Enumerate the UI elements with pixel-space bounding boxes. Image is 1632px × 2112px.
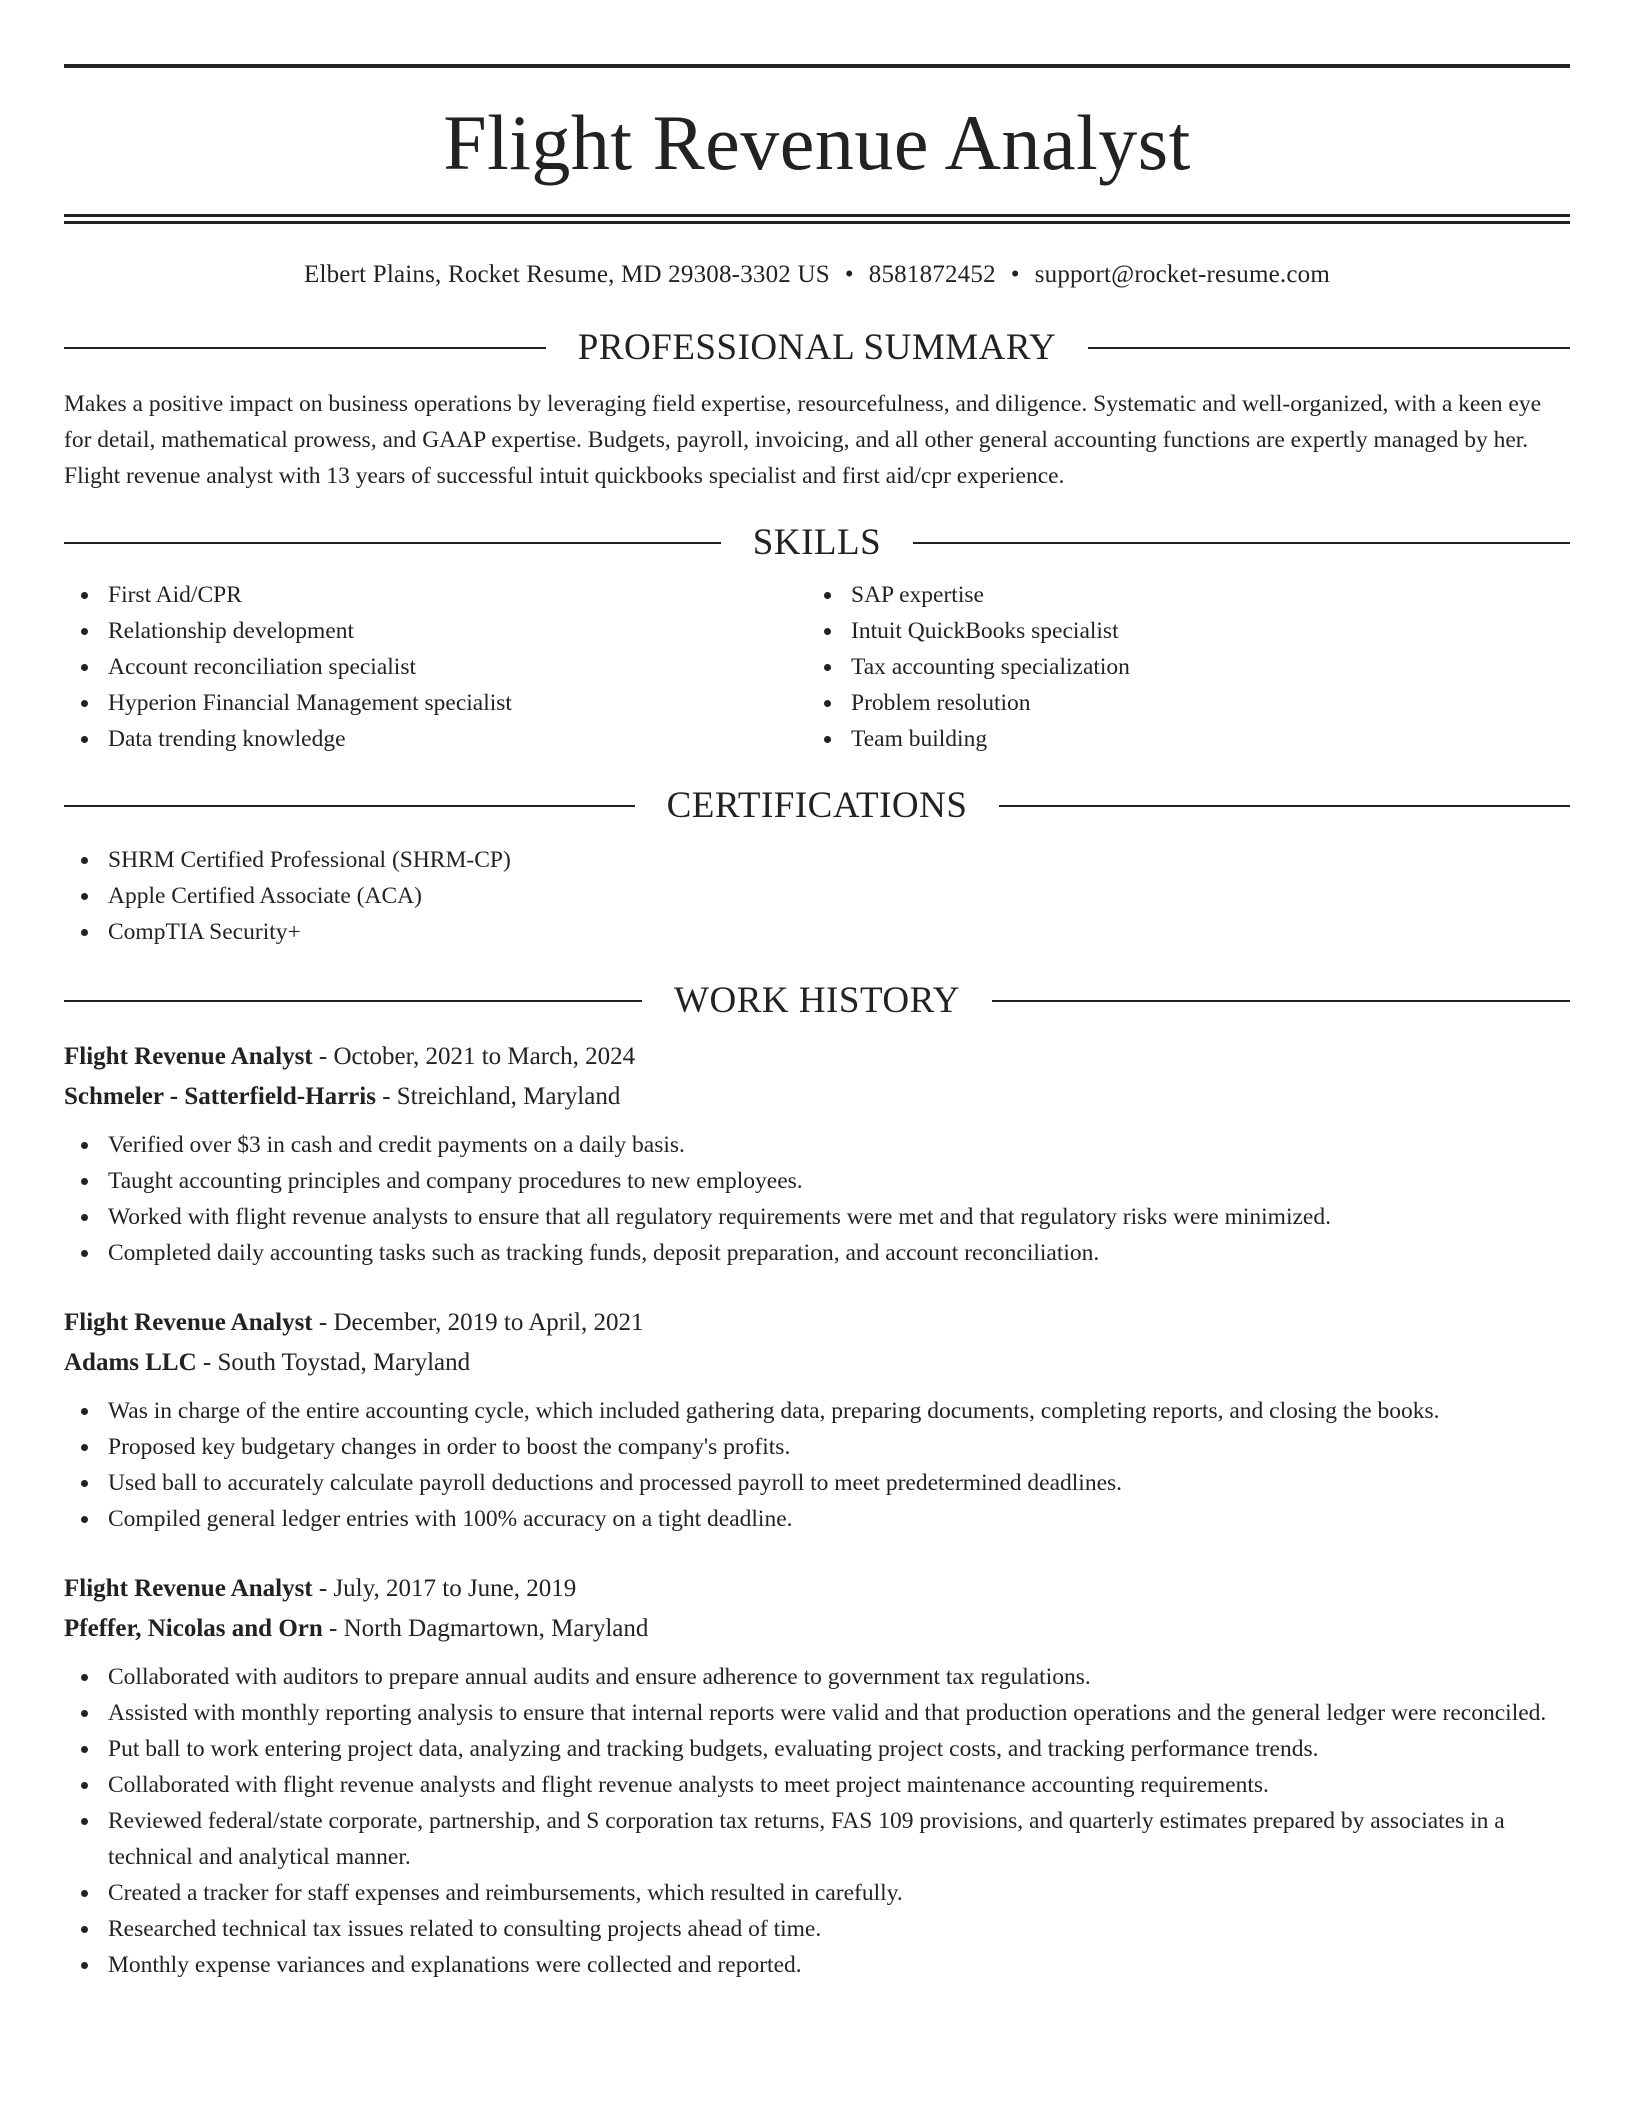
heading-rule	[64, 805, 635, 807]
job-dates: - October, 2021 to March, 2024	[312, 1043, 636, 1070]
heading-rule	[1088, 347, 1570, 349]
work-history-heading	[64, 982, 1570, 1019]
job-title: Flight Revenue Analyst	[64, 1575, 313, 1602]
contact-email: support@rocket-resume.com	[1034, 261, 1331, 288]
certification-item: CompTIA Security+	[64, 914, 1570, 950]
job-company-line	[64, 1343, 1570, 1383]
contact-phone: 8581872452	[868, 261, 996, 288]
job-bullets	[64, 1393, 1570, 1537]
heading-rule	[992, 1000, 1570, 1002]
job-bullet: Assisted with monthly reporting analysis to ensure that internal reports were valid and that production operations and the general ledger were reconciled.	[64, 1695, 1570, 1731]
skill-item: SAP expertise	[807, 577, 1550, 613]
skill-item: Team building	[807, 721, 1550, 757]
skill-item: Account reconciliation specialist	[64, 649, 807, 685]
certification-item: Apple Certified Associate (ACA)	[64, 878, 1570, 914]
certifications-heading	[64, 787, 1570, 824]
resume-title: Flight Revenue Analyst	[443, 99, 1191, 186]
skill-item: Problem resolution	[807, 685, 1550, 721]
certification-item: SHRM Certified Professional (SHRM-CP)	[64, 842, 1570, 878]
contact-address: Elbert Plains, Rocket Resume, MD 29308-3302 US	[303, 261, 830, 288]
skill-item: Hyperion Financial Management specialist	[64, 685, 807, 721]
job-company: Adams LLC	[64, 1349, 197, 1376]
job-dates: - July, 2017 to June, 2019	[312, 1575, 577, 1602]
job-bullet: Compiled general ledger entries with 100% accuracy on a tight deadline.	[64, 1501, 1570, 1537]
job-title-line	[64, 1303, 1570, 1343]
job-title-line	[64, 1569, 1570, 1609]
skill-item: Data trending knowledge	[64, 721, 807, 757]
skills-column-right	[807, 577, 1550, 757]
heading-rule	[913, 542, 1570, 544]
summary-title: PROFESSIONAL SUMMARY	[577, 327, 1057, 368]
job-bullets	[64, 1659, 1570, 1983]
skill-item: First Aid/CPR	[64, 577, 807, 613]
work-history-title: WORK HISTORY	[674, 980, 960, 1021]
contact-separator: •	[844, 261, 854, 288]
skill-item: Intuit QuickBooks specialist	[807, 613, 1550, 649]
job-bullet: Put ball to work entering project data, analyzing and tracking budgets, evaluating project costs, and tracking performance trends.	[64, 1731, 1570, 1767]
contact-line	[64, 262, 1570, 287]
summary-heading	[64, 329, 1570, 366]
job-company-line	[64, 1609, 1570, 1649]
job-bullet: Researched technical tax issues related to consulting projects ahead of time.	[64, 1911, 1570, 1947]
contact-separator: •	[1010, 261, 1020, 288]
job-dates: - December, 2019 to April, 2021	[312, 1309, 644, 1336]
job-location: - South Toystad, Maryland	[196, 1349, 471, 1376]
job-bullet: Was in charge of the entire accounting cycle, which included gathering data, preparing documents, completing reports, and closing the books.	[64, 1393, 1570, 1429]
job-location: - North Dagmartown, Maryland	[322, 1615, 649, 1642]
job-title: Flight Revenue Analyst	[64, 1309, 313, 1336]
heading-rule	[64, 542, 721, 544]
skills-title: SKILLS	[752, 522, 882, 563]
job-title: Flight Revenue Analyst	[64, 1043, 313, 1070]
job-company: Schmeler - Satterfield-Harris	[64, 1083, 376, 1110]
heading-rule	[999, 805, 1570, 807]
job-entry	[64, 1569, 1570, 1983]
job-bullet: Proposed key budgetary changes in order to boost the company's profits.	[64, 1429, 1570, 1465]
job-entry	[64, 1037, 1570, 1271]
job-bullet: Collaborated with flight revenue analysts and flight revenue analysts to meet project maintenance accounting requirements.	[64, 1767, 1570, 1803]
summary-text: Makes a positive impact on business operations by leveraging field expertise, resourcefulness, and diligence. Systematic and well-organized, with a keen eye for detail, mathematical prowess, and GAAP expertise. Budgets, payroll, invoicing, and all other general accounting functions are expertly managed by her. Flight revenue analyst with 13 years of successful intuit quickbooks specialist and first aid/cpr experience.	[64, 391, 1542, 489]
job-bullet: Used ball to accurately calculate payroll deductions and processed payroll to meet predetermined deadlines.	[64, 1465, 1570, 1501]
skill-item: Relationship development	[64, 613, 807, 649]
job-title-line	[64, 1037, 1570, 1077]
heading-rule	[64, 1000, 642, 1002]
job-bullet: Completed daily accounting tasks such as tracking funds, deposit preparation, and account reconciliation.	[64, 1235, 1570, 1271]
skills-heading	[64, 524, 1570, 561]
certifications-title: CERTIFICATIONS	[666, 785, 968, 826]
job-bullet: Reviewed federal/state corporate, partnership, and S corporation tax returns, FAS 109 provisions, and quarterly estimates prepared by associates in a technical and analytical manner.	[64, 1803, 1570, 1875]
work-history-list	[64, 1037, 1570, 1983]
top-divider	[64, 64, 1570, 68]
certifications-list	[64, 842, 1570, 950]
skill-item: Tax accounting specialization	[807, 649, 1550, 685]
skills-column-left	[64, 577, 807, 757]
job-bullet: Taught accounting principles and company procedures to new employees.	[64, 1163, 1570, 1199]
heading-rule	[64, 347, 546, 349]
skills-list	[64, 577, 1570, 757]
job-bullet: Verified over $3 in cash and credit payments on a daily basis.	[64, 1127, 1570, 1163]
job-bullet: Collaborated with auditors to prepare annual audits and ensure adherence to government tax regulations.	[64, 1659, 1570, 1695]
job-bullet: Monthly expense variances and explanations were collected and reported.	[64, 1947, 1570, 1983]
job-company: Pfeffer, Nicolas and Orn	[64, 1615, 323, 1642]
title-double-divider	[64, 214, 1570, 224]
job-bullets	[64, 1127, 1570, 1271]
job-location: - Streichland, Maryland	[375, 1083, 621, 1110]
resume-page	[64, 64, 1570, 1983]
job-company-line	[64, 1077, 1570, 1117]
job-bullet: Worked with flight revenue analysts to ensure that all regulatory requirements were met and that regulatory risks were minimized.	[64, 1199, 1570, 1235]
job-entry	[64, 1303, 1570, 1537]
job-bullet: Created a tracker for staff expenses and reimbursements, which resulted in carefully.	[64, 1875, 1570, 1911]
